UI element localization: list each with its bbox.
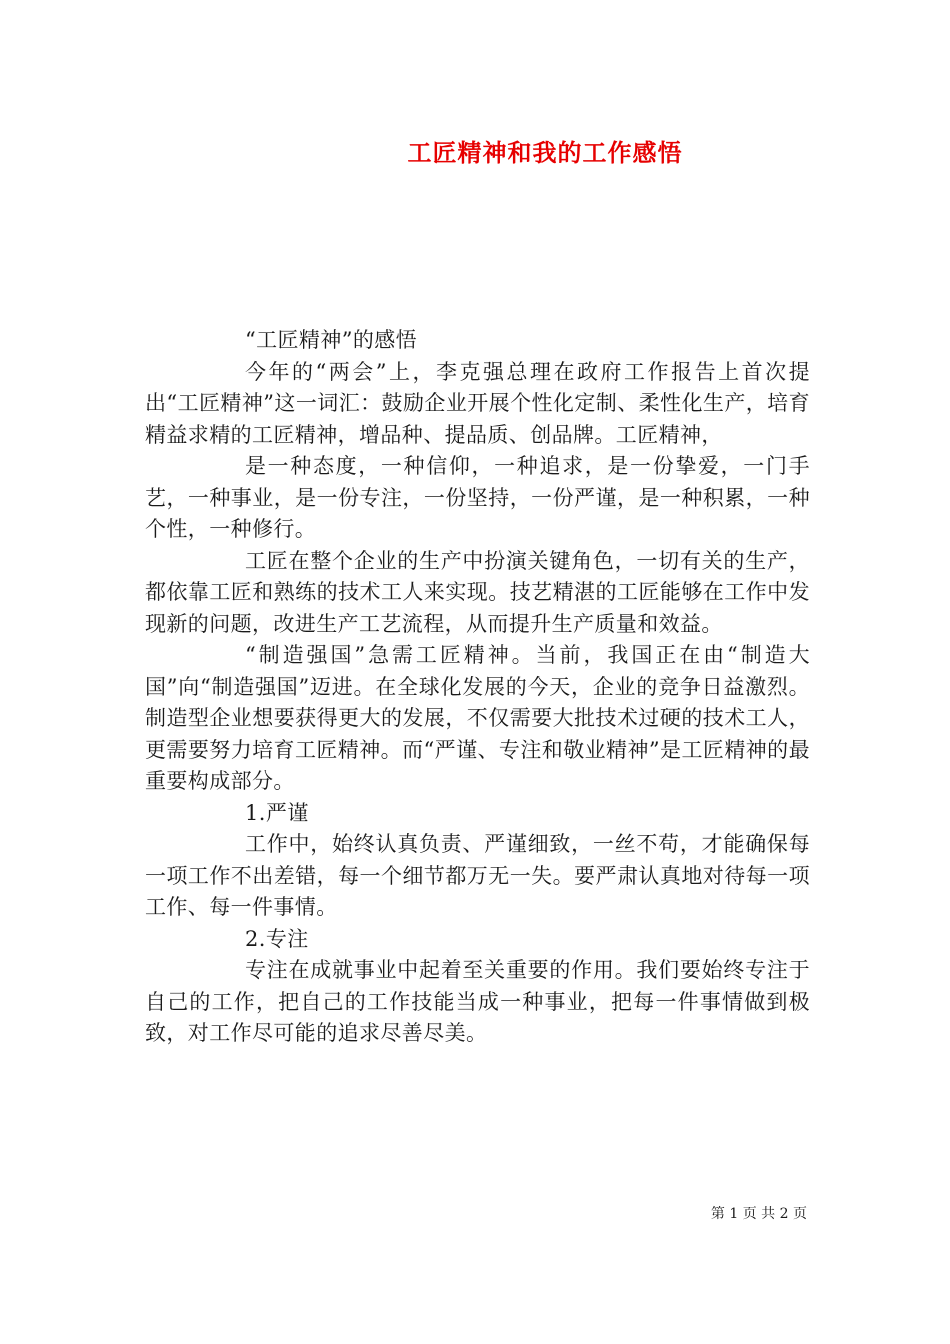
document-body: [145, 325, 810, 1050]
paragraph: 今年的“两会”上，李克强总理在政府工作报告上首次提出“工匠精神”这一词汇：鼓励企业开展个性化定制、柔性化生产，培育精益求精的工匠精神，增品种、提品质、创品牌。工匠精神，: [145, 359, 810, 447]
document-title: 工匠精神和我的工作感悟: [407, 138, 683, 167]
paragraph-heading: “工匠精神”的感悟: [245, 328, 418, 352]
paragraph: 是一种态度，一种信仰，一种追求，是一份挚爱，一门手艺，一种事业，是一份专注，一份坚持，一份严谨，是一种积累，一种个性，一种修行。: [145, 454, 810, 541]
paragraph: 专注在成就事业中起着至关重要的作用。我们要始终专注于自己的工作，把自己的工作技能当成一种事业，把每一件事情做到极致，对工作尽可能的追求尽善尽美。: [145, 958, 810, 1045]
section-heading-rigor: 1.严谨: [245, 800, 309, 825]
page-footer: 第 1 页 共 2 页: [710, 1206, 807, 1222]
paragraph: 工匠在整个企业的生产中扮演关键角色，一切有关的生产，都依靠工匠和熟练的技术工人来实现。技艺精湛的工匠能够在工作中发现新的问题，改进生产工艺流程，从而提升生产质量和效益。: [145, 548, 810, 636]
section-heading-focus: 2.专注: [245, 926, 309, 951]
paragraph: “制造强国”急需工匠精神。当前，我国正在由“制造大国”向“制造强国”迈进。在全球化发展的今天，企业的竞争日益激烈。制造型企业想要获得更大的发展，不仅需要大批技术过硬的技术工人，更需要努力培育工匠精神。而“严谨、专注和敬业精神”是工匠精神的最重要构成部分。: [145, 643, 810, 793]
paragraph: 工作中，始终认真负责、严谨细致，一丝不苟，才能确保每一项工作不出差错，每一个细节都万无一失。要严肃认真地对待每一项工作、每一件事情。: [145, 832, 810, 919]
